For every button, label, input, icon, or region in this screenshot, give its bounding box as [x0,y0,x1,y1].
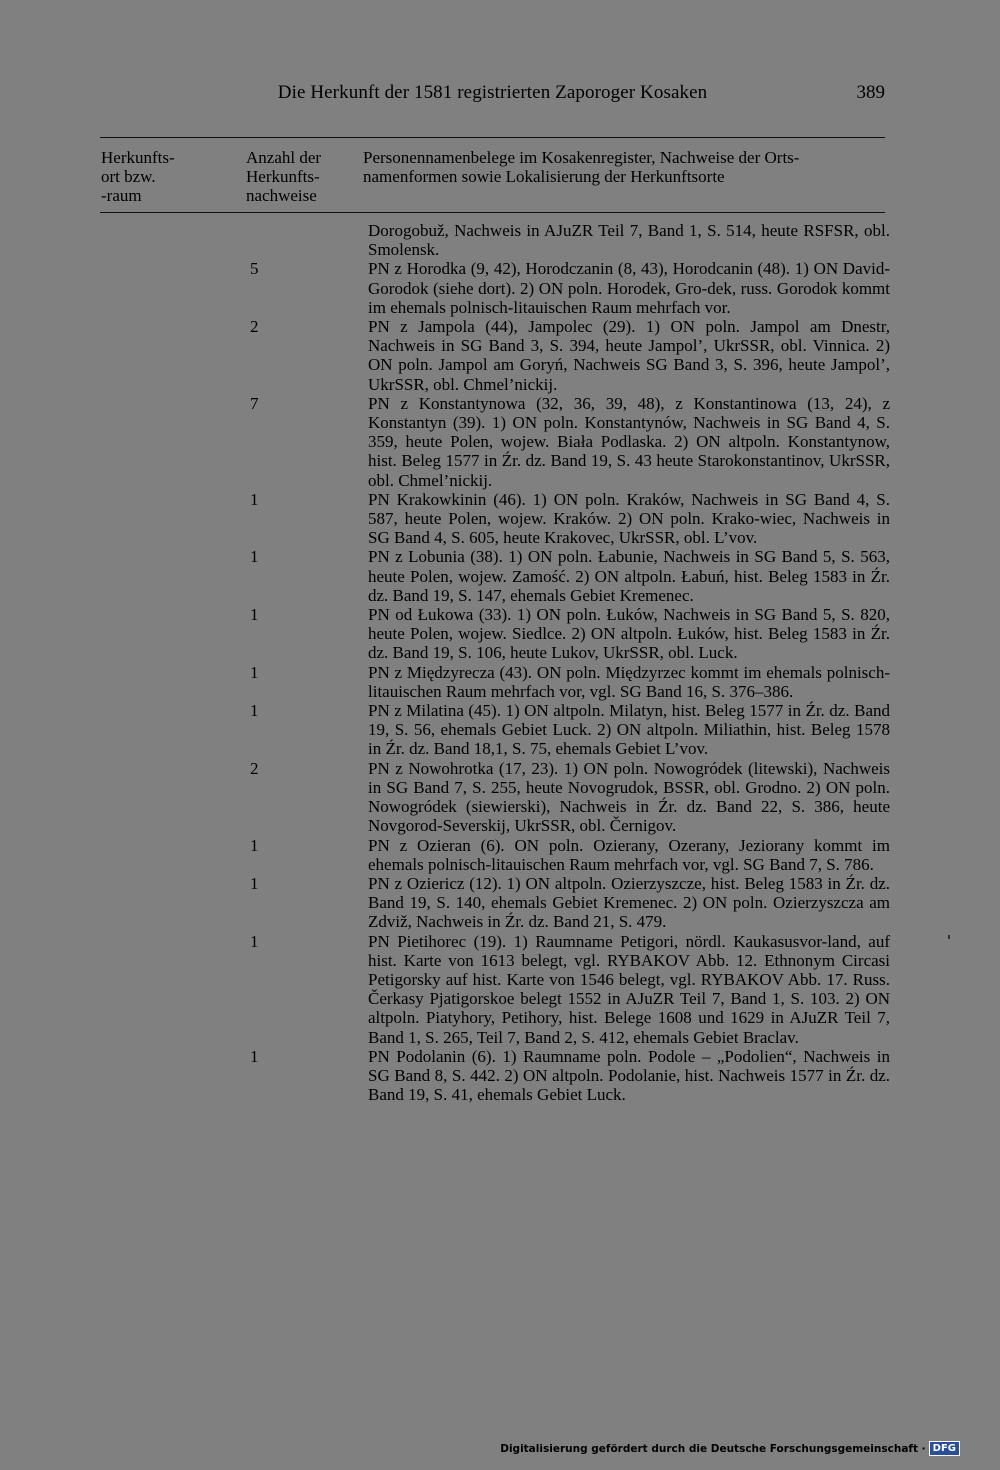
running-title: Die Herkunft der 1581 registrierten Zaporoger Kosaken [277,82,708,103]
entry-text: PN z Horodka (9, 42), Horodczanin (8, 43), Horodcanin (48). 1) ON David-Gorodok (siehe dort). 2) ON poln. Horodek, Gro-dek, russ. Gorodok kommt im ehemals polnisch-litauischen Raum mehrfach vor. [368,259,890,317]
count-cell: 1 [250,489,259,509]
entry-text: PN z Milatina (45). 1) ON altpoln. Milatyn, hist. Beleg 1577 in Źr. dz. Band 19, S. 56, ehemals Gebiet Luck. 2) ON altpoln. Miliathin, hist. Beleg 1578 in Źr. dz. Band 18,1, S. 75, ehemals Gebiet L’vov. [368,701,890,759]
entry-text: PN z Ozieran (6). ON poln. Ozierany, Ozerany, Jeziorany kommt im ehemals polnisch-litauischen Raum mehrfach vor, vgl. SG Band 7, S. 786. [368,835,890,874]
entry-text: PN z Oziericz (12). 1) ON altpoln. Ozierzyszcze, hist. Beleg 1583 in Źr. dz. Band 19, S. 140, ehemals Gebiet Kremenec. 2) ON poln. Ozierzyszcza am Zdviž, Nachweis in Źr. dz. Band 21, S. 479. [368,873,890,932]
credit-text: Digitalisierung gefördert durch die Deutsche Forschungsgemeinschaft · [500,1442,926,1455]
running-head [100,82,885,112]
table-row [100,547,890,605]
table-row [100,490,890,548]
table-header-rule [100,212,885,213]
table-row [100,874,890,932]
table-row [100,836,890,874]
count-cell: 7 [250,393,259,413]
count-cell: 1 [250,873,259,893]
count-cell: 1 [250,931,259,951]
table-row [100,701,890,759]
column-header-anzahl: Anzahl der Herkunfts- nachweise [246,148,322,205]
table-row [100,394,890,490]
dfg-logo: DFG [929,1441,960,1456]
count-cell: 1 [250,662,259,682]
count-cell: 1 [250,701,259,721]
table-row [100,663,890,701]
entry-text: PN z Lobunia (38). 1) ON poln. Łabunie, Nachweis in SG Band 5, S. 563, heute Polen, wojew. Zamość. 2) ON altpoln. Łabuń, hist. Beleg 1583 in Źr. dz. Band 19, S. 147, ehemals Gebiet Kremenec. [368,547,890,605]
scan-speck [948,935,950,939]
entry-text: PN Podolanin (6). 1) Raumname poln. Podole – „Podolien“, Nachweis in SG Band 8, S. 442. 2) ON altpoln. Podolanie, hist. Nachweis 1577 in Źr. dz. Band 19, S. 41, ehemals Gebiet Luck. [368,1046,890,1105]
column-header-belege: Personennamenbelege im Kosakenregister, Nachweise der Orts- namenformen sowie Lokalisierung der Herkunftsorte [363,148,800,186]
table-row [100,605,890,663]
entry-text: PN z Jampola (44), Jampolec (29). 1) ON poln. Jampol am Dnestr, Nachweis in SG Band 3, S. 394, heute Jampol’, UkrSSR, obl. Vinnica. 2) ON poln. Jampol am Goryń, Nachweis SG Band 3, S. 396, heute Jampol’, UkrSSR, obl. Chmel’nickij. [368,317,890,394]
entry-text: PN z Konstantynowa (32, 36, 39, 48), z Konstantinowa (13, 24), z Konstantyn (39). 1) ON poln. Konstantynów, Nachweis in SG Band 4, S. 359, heute Polen, wojew. Biała Podlaska. 2) ON altpoln. Konstantynow, hist. Beleg 1577 in Źr. dz. Band 19, S. 43 heute Starokonstantinov, UkrSSR, obl. Chmel’nickij. [368,393,890,490]
count-cell: 1 [250,835,259,855]
page-number: 389 [856,82,885,103]
table-row [100,1047,890,1105]
table-body [100,221,890,1104]
entry-text: PN Pietihorec (19). 1) Raumname Petigori, nördl. Kaukasusvor-land, auf hist. Karte von 1613 belegt, vgl. RYBAKOV Abb. 12. Ethnonym Circasi Petigorsky auf hist. Karte von 1546 belegt, vgl. RYBAKOV Abb. 17. Russ. Čerkasy Pjatigorskoe belegt 1552 in AJuZR Teil 7, Band 1, S. 103. 2) ON altpoln. Piatyhory, Petihory, hist. Belege 1608 und 1629 in AJuZR Teil 7, Band 1, S. 265, Teil 7, Band 2, S. 412, ehemals Gebiet Braclav. [368,931,890,1047]
column-header-herkunftsort: Herkunfts- ort bzw. -raum [101,148,175,205]
count-cell: 2 [250,758,259,778]
count-cell: 1 [250,1046,259,1066]
table-row [100,932,890,1047]
digitization-credit [500,1441,960,1456]
entry-text: PN z Nowohrotka (17, 23). 1) ON poln. Nowogródek (litewski), Nachweis in SG Band 7, S. 255, heute Novogrudok, BSSR, obl. Grodno. 2) ON poln. Nowogródek (siewierski), Nachweis in Źr. dz. Band 22, S. 386, heute Novgorod-Severskij, UkrSSR, obl. Černigov. [368,758,890,836]
table-row [100,759,890,836]
table-row [100,317,890,394]
table-top-rule [100,137,885,138]
count-cell: 1 [250,605,259,625]
table-row [100,259,890,317]
entry-text: PN z Międzyrecza (43). ON poln. Międzyrzec kommt im ehemals polnisch-litauischen Raum mehrfach vor, vgl. SG Band 16, S. 376–386. [368,662,890,701]
count-cell: 2 [250,317,259,337]
count-cell: 5 [250,259,259,279]
entry-text: PN Krakowkinin (46). 1) ON poln. Kraków, Nachweis in SG Band 4, S. 587, heute Polen, wojew. Kraków. 2) ON poln. Krako-wiec, Nachweis in SG Band 4, S. 605, heute Krakovec, UkrSSR, obl. L’vov. [368,489,890,548]
entry-text: Dorogobuž, Nachweis in AJuZR Teil 7, Band 1, S. 514, heute RSFSR, obl. Smolensk. [368,221,890,260]
entry-text: PN od Łukowa (33). 1) ON poln. Łuków, Nachweis in SG Band 5, S. 820, heute Polen, wojew. Siedlce. 2) ON altpoln. Łuków, hist. Beleg 1583 in Źr. dz. Band 19, S. 106, heute Lukov, UkrSSR, obl. Luck. [368,605,890,663]
table-row [100,221,890,259]
count-cell: 1 [250,547,259,567]
